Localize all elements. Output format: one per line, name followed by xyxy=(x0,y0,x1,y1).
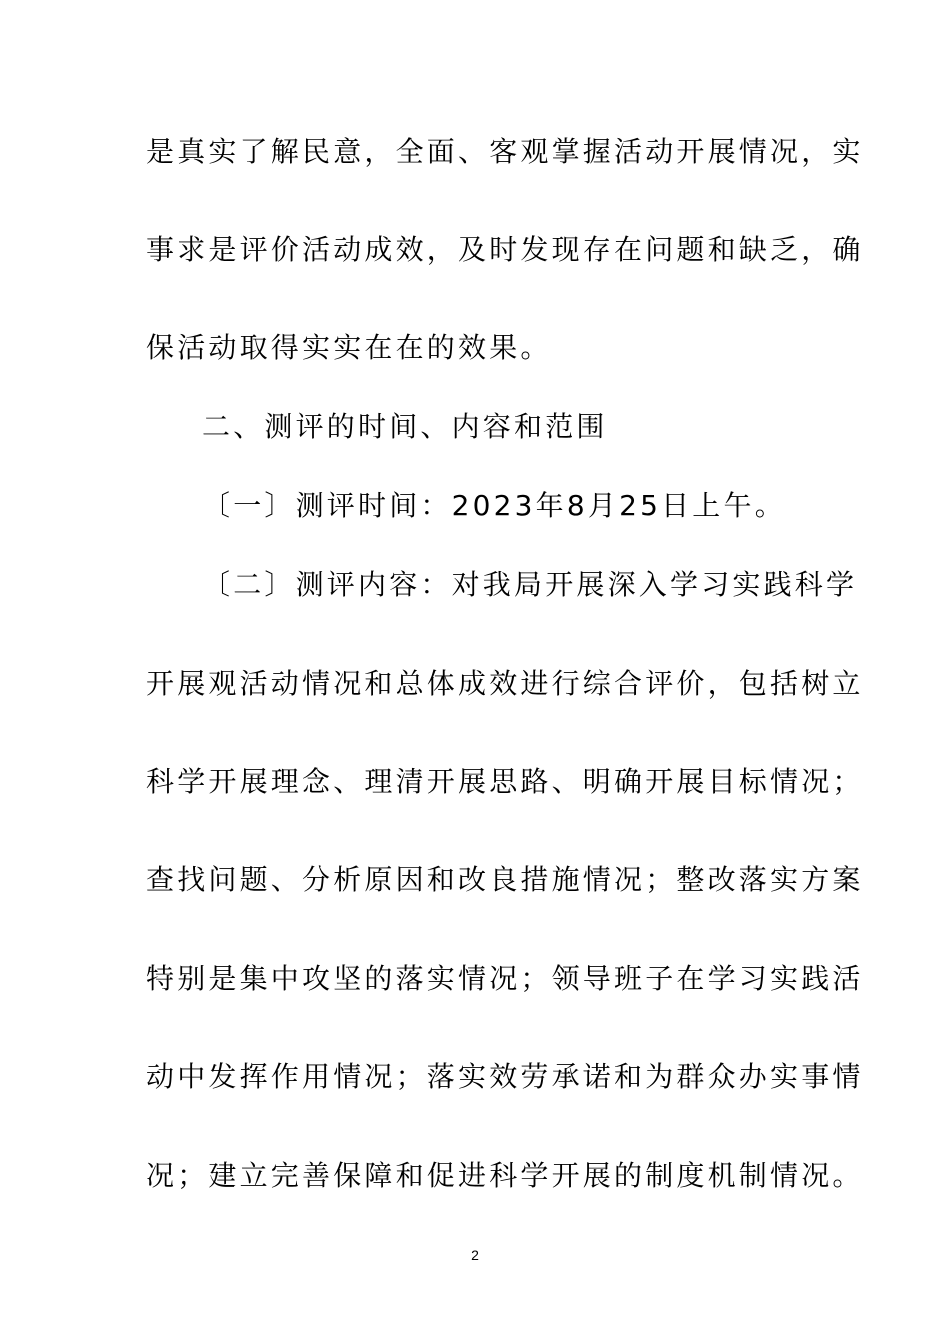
subsection-line: 〔二〕测评内容：对我局开展深入学习实践科学 xyxy=(202,568,858,601)
paragraph-line: 开展观活动情况和总体成效进行综合评价，包括树立 xyxy=(146,667,864,700)
paragraph-line: 科学开展理念、理清开展思路、明确开展目标情况； xyxy=(146,765,864,798)
paragraph-line: 查找问题、分析原因和改良措施情况；整改落实方案 xyxy=(146,863,864,896)
paragraph-line: 特别是集中攻坚的落实情况；领导班子在学习实践活 xyxy=(146,962,864,995)
paragraph-line: 事求是评价活动成效，及时发现存在问题和缺乏，确 xyxy=(146,233,864,266)
paragraph-line: 动中发挥作用情况；落实效劳承诺和为群众办实事情 xyxy=(146,1060,864,1093)
paragraph-line: 是真实了解民意，全面、客观掌握活动开展情况，实 xyxy=(146,135,864,168)
section-heading: 二、测评的时间、内容和范围 xyxy=(202,410,608,443)
subsection-line: 〔一〕测评时间：2023年8月25日上午。 xyxy=(202,489,786,522)
paragraph-line: 保活动取得实实在在的效果。 xyxy=(146,331,552,364)
paragraph-line: 况；建立完善保障和促进科学开展的制度机制情况。 xyxy=(146,1159,864,1192)
page-number: 2 xyxy=(471,1247,479,1263)
